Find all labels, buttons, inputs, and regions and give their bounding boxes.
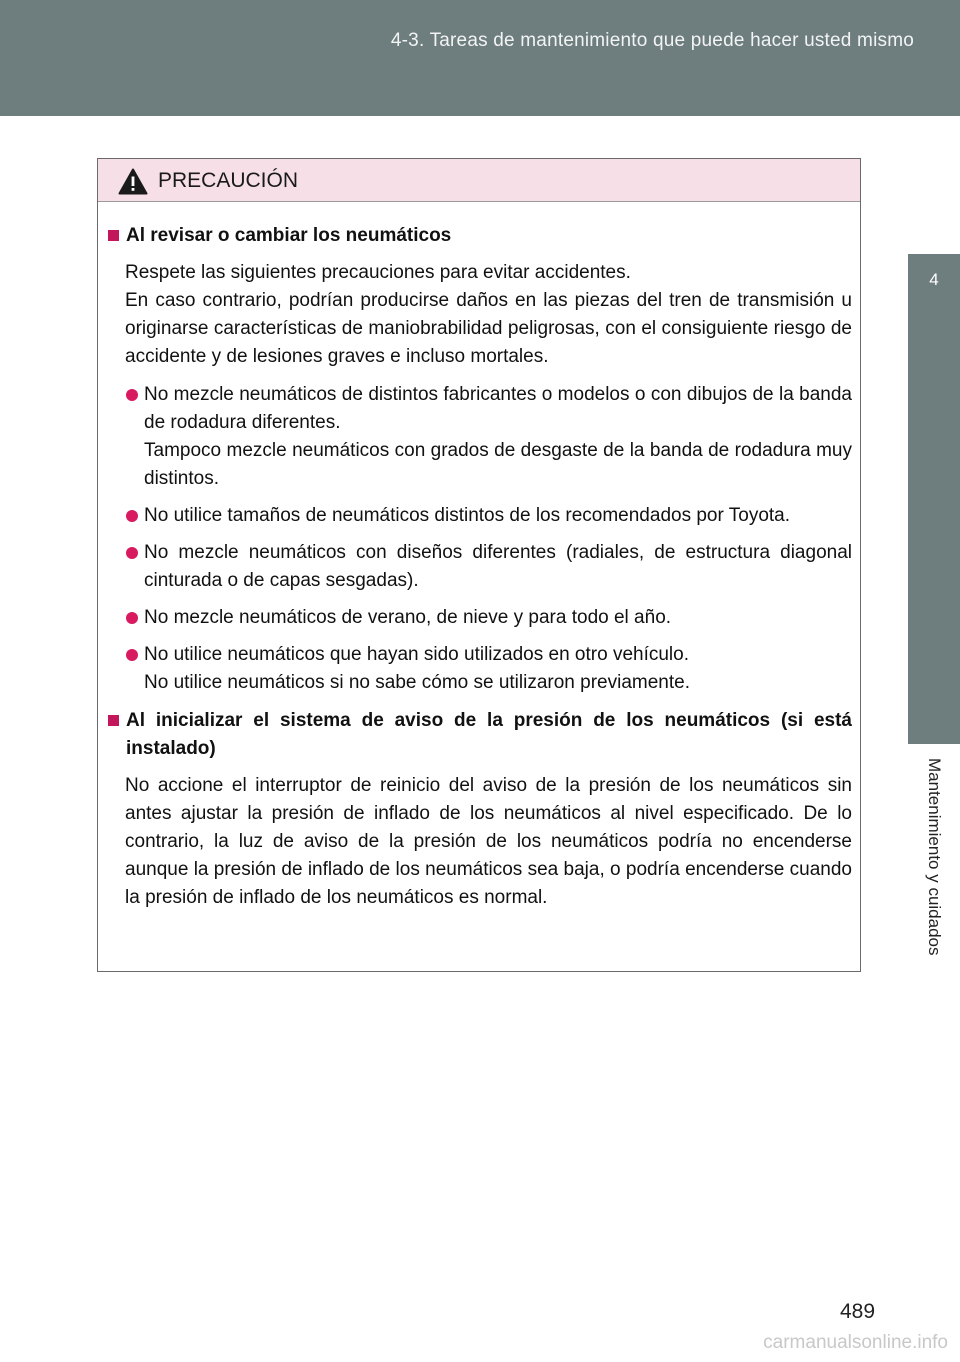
caution-header	[98, 159, 860, 202]
chapter-number: 4	[929, 270, 939, 289]
list-item: No utilice neumáticos que hayan sido utilizados en otro vehículo. No utilice neumáticos si no sabe cómo se utilizaron previamente.	[107, 641, 852, 697]
caution-body	[98, 202, 860, 971]
caution-box	[97, 158, 861, 972]
list-item: No mezcle neumáticos de distintos fabricantes o modelos o con dibujos de la banda de rodadura diferentes. Tampoco mezcle neumáticos con grados de desgaste de la banda de rodadura muy distintos.	[107, 381, 852, 493]
list-item: No mezcle neumáticos con diseños diferentes (radiales, de estructura diagonal cinturada o de capas sesgadas).	[107, 539, 852, 595]
round-bullet-icon	[126, 612, 138, 624]
paragraph-line: Respete las siguientes precauciones para evitar accidentes.	[125, 262, 631, 283]
square-bullet-icon	[108, 715, 119, 726]
caution-title: PRECAUCIÓN	[158, 169, 299, 192]
round-bullet-icon	[126, 389, 138, 401]
page-number: 489	[840, 1300, 876, 1323]
paragraph: No accione el interruptor de reinicio del aviso de la presión de los neumáticos sin antes ajustar la presión de inflado de los neumáticos al nivel especificado. De lo contrario, la luz de aviso de la presión de los neumáticos podría no encenderse aunque la presión de inflado de los neumáticos sea baja, o podría encenderse cuando la presión de inflado de los neumáticos es normal.	[125, 775, 852, 908]
round-bullet-icon	[126, 649, 138, 661]
list-item: No mezcle neumáticos de verano, de nieve y para todo el año.	[107, 604, 852, 632]
list-item: No utilice tamaños de neumáticos distintos de los recomendados por Toyota.	[107, 502, 852, 530]
section-heading: Al revisar o cambiar los neumáticos	[107, 222, 852, 250]
paragraph-line: En caso contrario, podrían producirse daños en las piezas del tren de transmisión u originarse características de maniobrabilidad peligrosas, con el consiguiente riesgo de accidente y de lesiones graves e incluso mortales.	[125, 290, 852, 367]
chapter-title-container	[908, 758, 960, 998]
round-bullet-icon	[126, 510, 138, 522]
watermark: carmanualsonline.info	[763, 1332, 948, 1353]
square-bullet-icon	[108, 230, 119, 241]
chapter-title: Mantenimiento y cuidados	[925, 758, 944, 956]
chapter-tab	[908, 254, 960, 744]
section-title: 4-3. Tareas de mantenimiento que puede hacer usted mismo	[390, 30, 914, 51]
section-heading: Al inicializar el sistema de aviso de la presión de los neumáticos (si está instalado)	[107, 707, 852, 763]
paragraph	[107, 259, 852, 371]
round-bullet-icon	[126, 547, 138, 559]
warning-triangle-icon	[118, 168, 148, 195]
page-header	[0, 0, 960, 116]
